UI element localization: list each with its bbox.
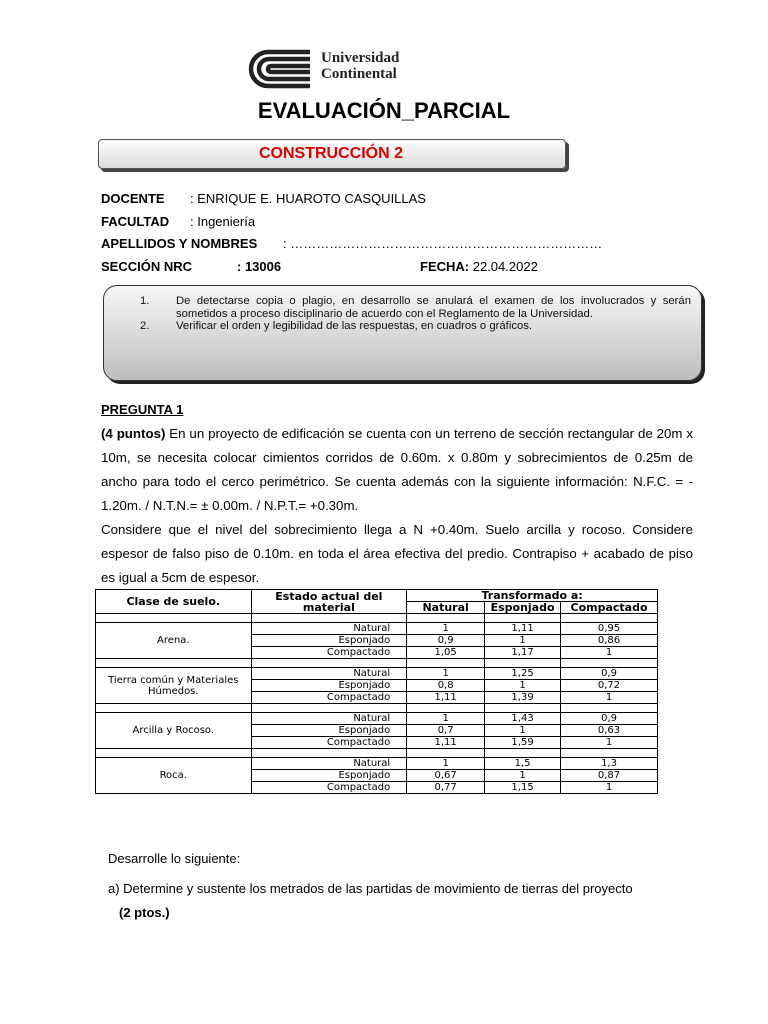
- question-heading: PREGUNTA 1: [101, 402, 184, 417]
- soil-table: [95, 589, 658, 794]
- state-cell: Natural: [251, 713, 407, 725]
- tasks-intro: Desarrolle lo siguiente:: [108, 851, 241, 866]
- spacer-row: [96, 704, 658, 713]
- soil-class-cell: Arcilla y Rocoso.: [96, 713, 252, 749]
- spacer-cell: [485, 704, 561, 713]
- table-row: [96, 758, 658, 770]
- task-a-points: (2 ptos.): [119, 905, 170, 920]
- apellidos-row: [101, 236, 257, 251]
- spacer-cell: [407, 749, 485, 758]
- university-line1: Universidad: [321, 50, 400, 66]
- value-cell: 0,8: [407, 680, 485, 692]
- value-cell: 1,43: [485, 713, 561, 725]
- seccion-label: SECCIÓN NRC: [101, 259, 193, 274]
- value-cell: 0,63: [561, 725, 658, 737]
- subheader-cell: Esponjado: [485, 602, 561, 614]
- value-cell: 1: [407, 668, 485, 680]
- spacer-cell: [561, 704, 658, 713]
- notice-text: Verificar el orden y legibilidad de las respuestas, en cuadros o gráficos.: [176, 320, 533, 332]
- value-cell: 1,59: [485, 737, 561, 749]
- value-cell: 1,15: [485, 782, 561, 794]
- table-row: [96, 623, 658, 635]
- value-cell: 1,5: [485, 758, 561, 770]
- seccion-value: : 13006: [237, 259, 282, 274]
- state-cell: Compactado: [251, 647, 407, 659]
- fecha-row: [420, 259, 538, 274]
- value-cell: 0,9: [407, 635, 485, 647]
- spacer-cell: [96, 659, 252, 668]
- spacer-cell: [561, 614, 658, 623]
- notice-number: 1.: [140, 295, 150, 307]
- university-line2: Continental: [321, 66, 397, 82]
- spacer-cell: [96, 749, 252, 758]
- state-cell: Compactado: [251, 737, 407, 749]
- state-cell: Esponjado: [251, 770, 407, 782]
- spacer-cell: [407, 704, 485, 713]
- soil-class-cell: Arena.: [96, 623, 252, 659]
- spacer-cell: [96, 614, 252, 623]
- state-cell: Compactado: [251, 692, 407, 704]
- spacer-cell: [407, 659, 485, 668]
- value-cell: 1: [561, 737, 658, 749]
- value-cell: 0,86: [561, 635, 658, 647]
- spacer-cell: [251, 659, 407, 668]
- header-transformed: Transformado a:: [407, 590, 658, 602]
- seccion-row: [101, 259, 192, 274]
- docente-row: [101, 191, 165, 206]
- value-cell: 0,77: [407, 782, 485, 794]
- apellidos-value: : ………………………………………………………………: [283, 236, 603, 251]
- spacer-cell: [561, 659, 658, 668]
- spacer-cell: [251, 614, 407, 623]
- value-cell: 1: [485, 725, 561, 737]
- question-text-2: Considere que el nivel del sobrecimiento llega a N +0.40m. Suelo arcilla y rocoso. Considere espesor de falso piso de 0.10m. en toda el área efectiva del predio. Contrapiso + acabado de piso es igual a 5cm de espesor.: [101, 522, 693, 585]
- notice-list: [104, 295, 701, 333]
- fecha-value: 22.04.2022: [472, 259, 538, 274]
- docente-label: DOCENTE: [101, 191, 165, 206]
- value-cell: 0,87: [561, 770, 658, 782]
- table-header-row: [96, 590, 658, 602]
- question-points: (4 puntos): [101, 426, 166, 441]
- question-text-1: En un proyecto de edificación se cuenta con un terreno de sección rectangular de 20m x 10m, se necesita colocar cimientos corridos de 0.60m. x 0.80m y sobrecimientos de 0.25m de ancho para todo el cerco perimétrico. Se cuenta además con la siguiente información: N.F.C. = - 1.20m. / N.T.N.= ± 0.00m. / N.P.T.= +0.30m.: [101, 426, 693, 513]
- notice-box: [103, 285, 702, 381]
- value-cell: 1,17: [485, 647, 561, 659]
- value-cell: 1: [485, 680, 561, 692]
- state-cell: Natural: [251, 758, 407, 770]
- spacer-row: [96, 749, 658, 758]
- value-cell: 1: [485, 635, 561, 647]
- spacer-row: [96, 659, 658, 668]
- value-cell: 0,72: [561, 680, 658, 692]
- value-cell: 1: [485, 770, 561, 782]
- task-a: a) Determine y sustente los metrados de las partidas de movimiento de tierras del proyecto: [108, 881, 633, 896]
- value-cell: 0,95: [561, 623, 658, 635]
- subheader-cell: Compactado: [561, 602, 658, 614]
- value-cell: 0,9: [561, 713, 658, 725]
- docente-value: : ENRIQUE E. HUAROTO CASQUILLAS: [190, 191, 426, 206]
- university-name: [321, 50, 399, 82]
- value-cell: 1,11: [407, 737, 485, 749]
- spacer-cell: [485, 749, 561, 758]
- soil-class-cell: Tierra común y Materiales Húmedos.: [96, 668, 252, 704]
- spacer-cell: [96, 704, 252, 713]
- subheader-cell: Natural: [407, 602, 485, 614]
- header-soil: Clase de suelo.: [96, 590, 252, 614]
- value-cell: 1,11: [407, 692, 485, 704]
- spacer-cell: [485, 659, 561, 668]
- state-cell: Esponjado: [251, 635, 407, 647]
- facultad-label: FACULTAD: [101, 214, 170, 229]
- facultad-row: [101, 214, 169, 229]
- soil-class-cell: Roca.: [96, 758, 252, 794]
- value-cell: 1,11: [485, 623, 561, 635]
- spacer-cell: [251, 704, 407, 713]
- spacer-cell: [561, 749, 658, 758]
- value-cell: 1: [407, 623, 485, 635]
- fecha-label: FECHA:: [420, 259, 470, 274]
- value-cell: 1,25: [485, 668, 561, 680]
- value-cell: 0,9: [561, 668, 658, 680]
- state-cell: Compactado: [251, 782, 407, 794]
- question-body: [101, 422, 693, 590]
- spacer-cell: [251, 749, 407, 758]
- state-cell: Natural: [251, 668, 407, 680]
- value-cell: 1,39: [485, 692, 561, 704]
- facultad-value: : Ingeniería: [190, 214, 256, 229]
- value-cell: 1: [407, 713, 485, 725]
- spacer-cell: [485, 614, 561, 623]
- notice-number: 2.: [140, 320, 150, 332]
- course-name: CONSTRUCCIÓN 2: [258, 145, 403, 162]
- value-cell: 1: [407, 758, 485, 770]
- notice-item: [104, 295, 701, 320]
- value-cell: 0,7: [407, 725, 485, 737]
- value-cell: 0,67: [407, 770, 485, 782]
- table-row: [96, 713, 658, 725]
- value-cell: 1,3: [561, 758, 658, 770]
- header-state: Estado actual del material: [251, 590, 407, 614]
- value-cell: 1: [561, 782, 658, 794]
- notice-item: [104, 320, 701, 333]
- spacer-row: [96, 614, 658, 623]
- notice-text: De detectarse copia o plagio, en desarrollo se anulará el examen de los involucrados y serán sometidos a proceso disciplinario de acuerdo con el Reglamento de la Universidad.: [176, 295, 691, 320]
- table-row: [96, 668, 658, 680]
- state-cell: Esponjado: [251, 680, 407, 692]
- exam-title: EVALUACIÓN_PARCIAL: [257, 98, 511, 123]
- value-cell: 1: [561, 647, 658, 659]
- state-cell: Esponjado: [251, 725, 407, 737]
- value-cell: 1,05: [407, 647, 485, 659]
- value-cell: 1: [561, 692, 658, 704]
- spacer-cell: [407, 614, 485, 623]
- apellidos-label: APELLIDOS Y NOMBRES: [101, 236, 258, 251]
- state-cell: Natural: [251, 623, 407, 635]
